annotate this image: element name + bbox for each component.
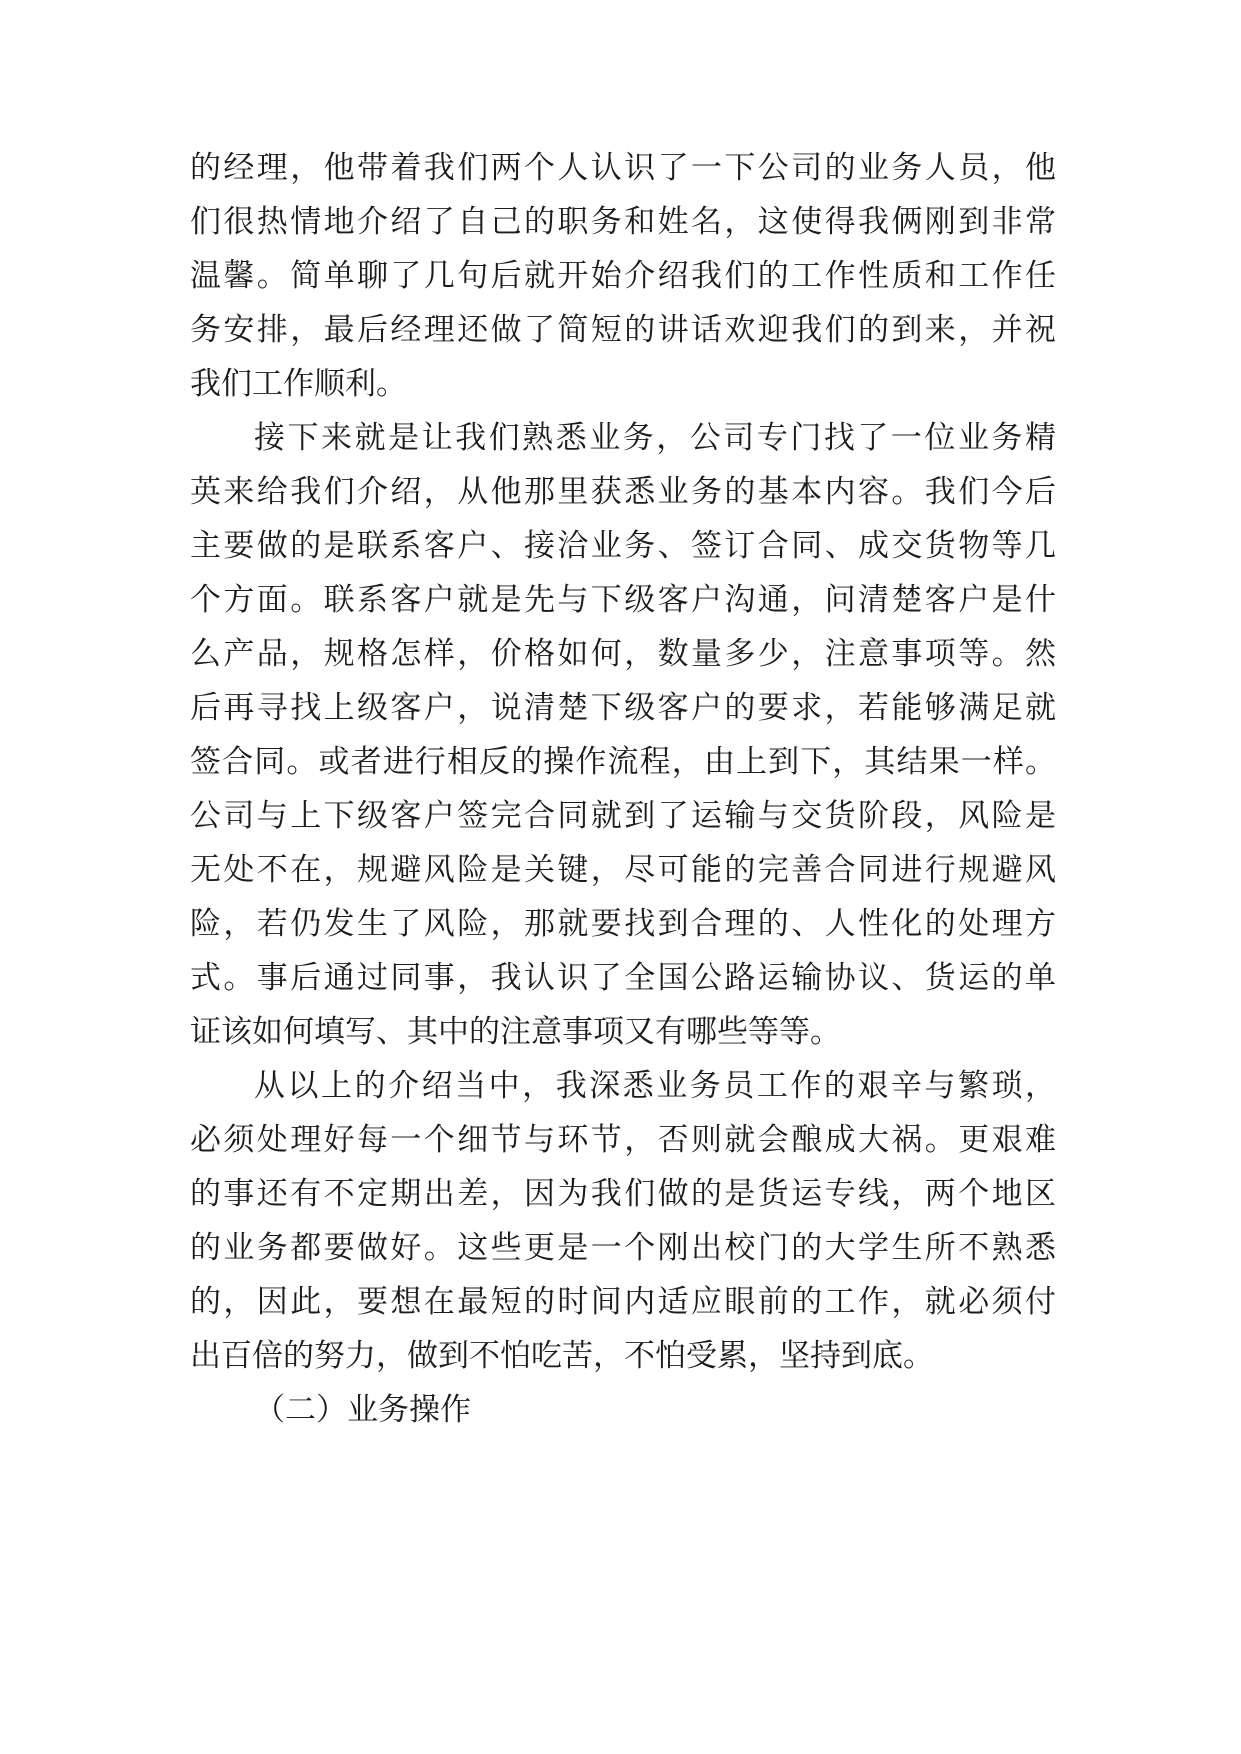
text-line: 签合同。或者进行相反的操作流程，由上到下，其结果一样。 [190,744,1056,780]
text-line: 公司与上下级客户签完合同就到了运输与交货阶段，风险是 [190,798,1056,834]
text-line: 出百倍的努力，做到不怕吃苦，不怕受累，坚持到底。 [190,1338,934,1374]
text-line: 务安排，最后经理还做了简短的讲话欢迎我们的到来，并祝 [190,312,1056,348]
text-line: 主要做的是联系客户、接洽业务、签订合同、成交货物等几 [190,528,1056,564]
text-line: 英来给我们介绍，从他那里获悉业务的基本内容。我们今后 [190,474,1056,510]
paragraph-first-line: 从以上的介绍当中，我深悉业务员工作的艰辛与繁琐， [254,1068,1056,1104]
paragraph-first-line: 接下来就是让我们熟悉业务，公司专门找了一位业务精 [254,420,1056,456]
text-line: 证该如何填写、其中的注意事项又有哪些等等。 [190,1014,841,1050]
section-heading: （二）业务操作 [254,1392,471,1428]
text-line: 必须处理好每一个细节与环节，否则就会酿成大祸。更艰难 [190,1122,1056,1158]
text-line: 的经理，他带着我们两个人认识了一下公司的业务人员，他 [190,150,1056,186]
text-line: 么产品，规格怎样，价格如何，数量多少，注意事项等。然 [190,636,1056,672]
text-line: 的事还有不定期出差，因为我们做的是货运专线，两个地区 [190,1176,1056,1212]
text-line: 个方面。联系客户就是先与下级客户沟通，问清楚客户是什 [190,582,1056,618]
text-line: 我们工作顺利。 [190,366,407,402]
text-line: 后再寻找上级客户，说清楚下级客户的要求，若能够满足就 [190,690,1056,726]
text-line: 无处不在，规避风险是关键，尽可能的完善合同进行规避风 [190,852,1056,888]
text-line: 们很热情地介绍了自己的职务和姓名，这使得我俩刚到非常 [190,204,1056,240]
text-line: 的，因此，要想在最短的时间内适应眼前的工作，就必须付 [190,1284,1056,1320]
text-line: 温馨。简单聊了几句后就开始介绍我们的工作性质和工作任 [190,258,1056,294]
text-line: 的业务都要做好。这些更是一个刚出校门的大学生所不熟悉 [190,1230,1056,1266]
text-line: 险，若仍发生了风险，那就要找到合理的、人性化的处理方 [190,906,1056,942]
text-line: 式。事后通过同事，我认识了全国公路运输协议、货运的单 [190,960,1056,996]
